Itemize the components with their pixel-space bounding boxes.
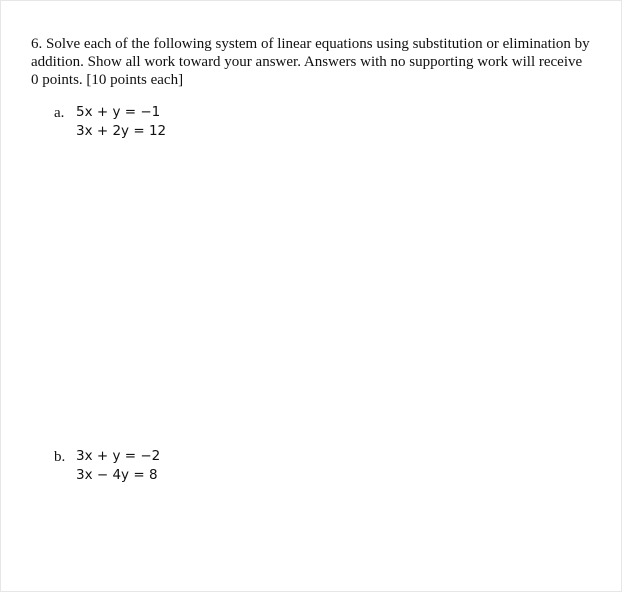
question-prompt: 6. Solve each of the following system of linear equations using substitution or elimination by addition. Show all work toward your answer. Answers with no supporting work will receive 0 points. [10 points each] [31,36,590,88]
part-b-label: b. [54,449,66,465]
part-b-equation-2: 3x − 4y = 8 [76,467,158,483]
part-a-equation-1: 5x + y = −1 [76,104,161,120]
part-a-equation-2: 3x + 2y = 12 [76,123,167,139]
part-a-label: a. [54,105,65,121]
part-b-equation-1: 3x + y = −2 [76,448,161,464]
